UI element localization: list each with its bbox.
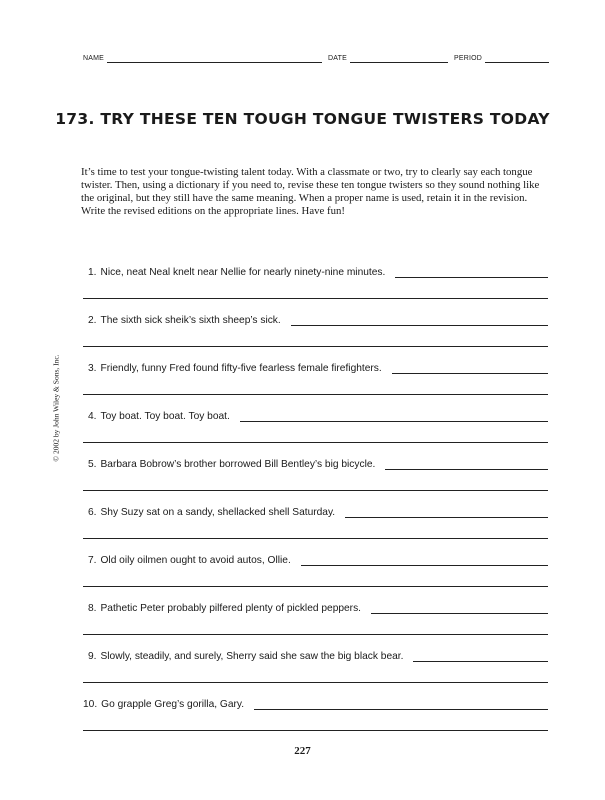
item-text: Shy Suzy sat on a sandy, shellacked shell Saturday. xyxy=(100,507,336,518)
period-label: PERIOD xyxy=(453,55,483,62)
list-item xyxy=(83,599,548,647)
answer-line-continued[interactable] xyxy=(83,394,548,395)
item-number: 3. xyxy=(88,363,97,374)
date-label: DATE xyxy=(328,55,347,62)
list-item xyxy=(83,551,548,599)
item-text: Barbara Bobrow’s brother borrowed Bill Bentley’s big bicycle. xyxy=(100,459,376,470)
answer-line-continued[interactable] xyxy=(83,538,548,539)
answer-line[interactable] xyxy=(301,554,548,566)
answer-line[interactable] xyxy=(392,362,548,374)
item-number: 8. xyxy=(88,603,97,614)
item-text: Old oily oilmen ought to avoid autos, Ollie. xyxy=(100,555,291,566)
copyright-notice: © 2002 by John Wiley & Sons, Inc. xyxy=(51,354,61,462)
student-info-header xyxy=(83,55,549,63)
item-number: 10. xyxy=(83,699,98,710)
item-text: Slowly, steadily, and surely, Sherry said she saw the big black bear. xyxy=(100,651,404,662)
item-text: Friendly, funny Fred found fifty-five fearless female firefighters. xyxy=(100,363,382,374)
name-label: NAME xyxy=(83,55,105,62)
date-field[interactable] xyxy=(350,55,448,63)
item-text: Toy boat. Toy boat. Toy boat. xyxy=(100,411,230,422)
list-item xyxy=(83,695,548,743)
answer-line-continued[interactable] xyxy=(83,346,548,347)
answer-line-continued[interactable] xyxy=(83,586,548,587)
answer-line[interactable] xyxy=(395,266,548,278)
item-text: Go grapple Greg’s gorilla, Gary. xyxy=(101,699,245,710)
instructions-paragraph: It’s time to test your tongue-twisting talent today. With a classmate or two, try to clearly say each tongue twister. Then, using a dictionary if you need to, revise these ten tongue twisters so they sound nothing like the original, but they still have the same meaning. When a proper name is used, retain it in the revision. Write the revised editions on the appropriate lines. Have fun! xyxy=(81,166,540,217)
item-number: 5. xyxy=(88,459,97,470)
answer-line[interactable] xyxy=(371,602,548,614)
item-number: 6. xyxy=(88,507,97,518)
answer-line-continued[interactable] xyxy=(83,442,548,443)
list-item xyxy=(83,503,548,551)
tongue-twister-list xyxy=(83,263,548,743)
answer-line[interactable] xyxy=(385,458,548,470)
answer-line[interactable] xyxy=(345,506,548,518)
page-number: 227 xyxy=(294,745,311,757)
list-item xyxy=(83,407,548,455)
list-item xyxy=(83,647,548,695)
list-item xyxy=(83,359,548,407)
answer-line-continued[interactable] xyxy=(83,490,548,491)
list-item xyxy=(83,311,548,359)
item-number: 4. xyxy=(88,411,97,422)
answer-line-continued[interactable] xyxy=(83,682,548,683)
answer-line[interactable] xyxy=(413,650,548,662)
answer-line-continued[interactable] xyxy=(83,298,548,299)
period-field[interactable] xyxy=(485,55,549,63)
name-field[interactable] xyxy=(107,55,322,63)
answer-line[interactable] xyxy=(291,314,548,326)
list-item xyxy=(83,263,548,311)
item-number: 1. xyxy=(88,267,97,278)
answer-line-continued[interactable] xyxy=(83,634,548,635)
item-number: 7. xyxy=(88,555,97,566)
item-text: Pathetic Peter probably pilfered plenty of pickled peppers. xyxy=(100,603,362,614)
item-number: 2. xyxy=(88,315,97,326)
answer-line[interactable] xyxy=(254,698,548,710)
item-text: The sixth sick sheik’s sixth sheep’s sick. xyxy=(100,315,281,326)
item-number: 9. xyxy=(88,651,97,662)
answer-line[interactable] xyxy=(240,410,548,422)
worksheet-title: 173. TRY THESE TEN TOUGH TONGUE TWISTERS TODAY xyxy=(55,110,550,128)
answer-line-continued[interactable] xyxy=(83,730,548,731)
list-item xyxy=(83,455,548,503)
item-text: Nice, neat Neal knelt near Nellie for nearly ninety-nine minutes. xyxy=(100,267,386,278)
